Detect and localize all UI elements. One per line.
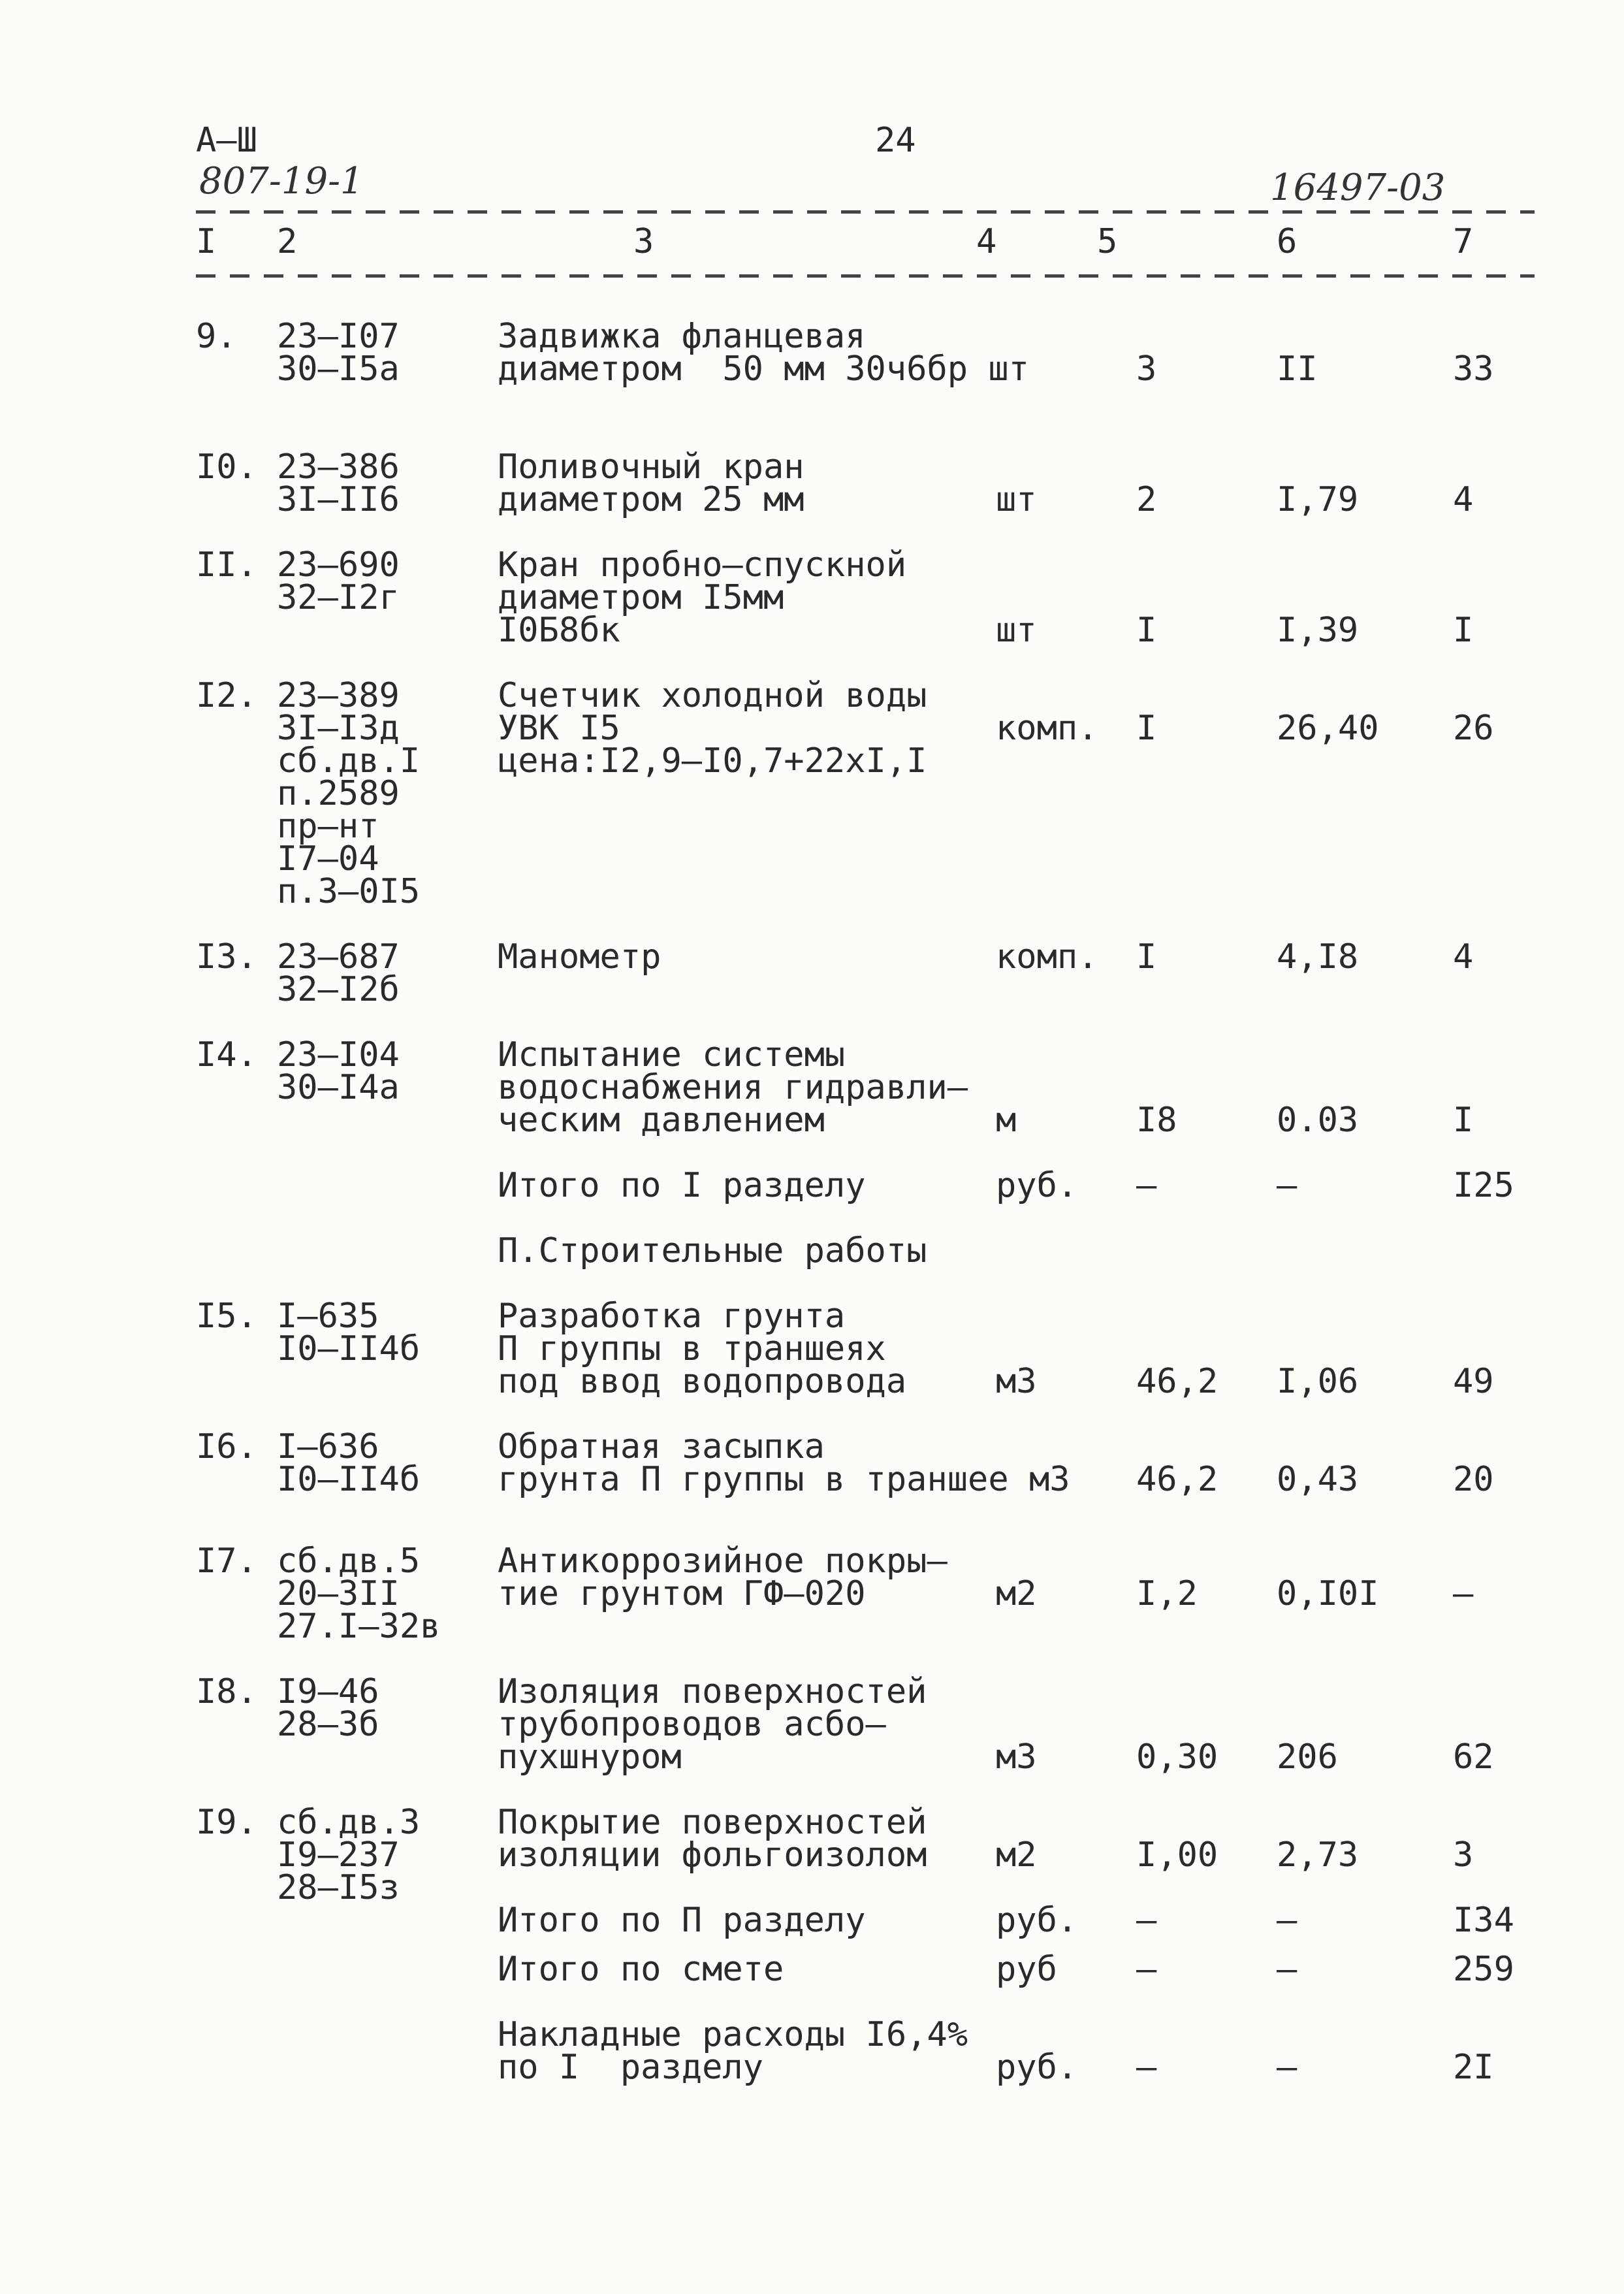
- unit: руб: [996, 1950, 1057, 1989]
- unit: шт: [996, 480, 1037, 519]
- unit-price: 26,40: [1277, 709, 1379, 748]
- unit-price: –: [1277, 2048, 1298, 2087]
- unit: шт: [996, 611, 1037, 650]
- total-cost: 3: [1453, 1835, 1474, 1875]
- unit: руб.: [996, 2048, 1078, 2087]
- work-description: Накладные расходы I6,4% по I разделу: [498, 2015, 968, 2087]
- total-cost: 2I: [1453, 2048, 1494, 2087]
- rate-code: 23–687 32–I2б: [277, 937, 400, 1009]
- total-cost: 4: [1453, 937, 1474, 977]
- row-number: I6.: [196, 1427, 257, 1466]
- unit-price: 4,I8: [1277, 937, 1359, 977]
- total-cost: 33: [1453, 349, 1494, 389]
- rate-code: 23–690 32–I2г: [277, 545, 400, 617]
- rate-code: I9–46 28–3б: [277, 1672, 379, 1744]
- column-header-4: 4: [976, 222, 997, 261]
- total-cost: I25: [1453, 1166, 1514, 1205]
- quantity: 46,2: [1136, 1460, 1218, 1499]
- quantity: 46,2: [1136, 1362, 1218, 1401]
- row-number: I9.: [196, 1803, 257, 1842]
- work-description: Покрытие поверхностей изоляции фольгоизолом: [498, 1803, 927, 1875]
- work-description: Итого по смете: [498, 1950, 784, 1989]
- work-description: Манометр: [498, 937, 661, 977]
- work-description: Изоляция поверхностей трубопроводов асбо– пухшнуром: [498, 1672, 927, 1777]
- work-description: П.Строительные работы: [498, 1231, 927, 1270]
- total-cost: –: [1453, 1574, 1474, 1613]
- work-description: Испытание системы водоснабжения гидравли– ческим давлением: [498, 1035, 968, 1140]
- unit: комп.: [996, 709, 1098, 748]
- page-number: 24: [875, 121, 916, 160]
- work-description: Разработка грунта П группы в траншеях под ввод водопровода: [498, 1297, 907, 1401]
- row-number: 9.: [196, 317, 237, 356]
- rate-code: 23–I07 30–I5а: [277, 317, 400, 389]
- row-number: I8.: [196, 1672, 257, 1711]
- rate-code: 23–I04 30–I4а: [277, 1035, 400, 1107]
- column-header-7: 7: [1453, 222, 1474, 261]
- quantity: 0,30: [1136, 1737, 1218, 1777]
- unit: руб.: [996, 1901, 1078, 1940]
- total-cost: I34: [1453, 1901, 1514, 1940]
- handwritten-project-number: 807-19-1: [199, 160, 364, 202]
- total-cost: 49: [1453, 1362, 1494, 1401]
- row-number: I3.: [196, 937, 257, 977]
- header-rule-top: [196, 210, 1535, 214]
- unit-price: I,79: [1277, 480, 1359, 519]
- row-number: I4.: [196, 1035, 257, 1074]
- rate-code: 23–389 3I–I3д сб.дв.I п.2589 пр–нт I7–04 п.3–0I5: [277, 676, 421, 911]
- column-header-5: 5: [1097, 222, 1118, 261]
- work-description: Кран пробно–спускной диаметром I5мм I0Б8бк: [498, 545, 907, 650]
- rate-code: 23–386 3I–II6: [277, 447, 400, 519]
- quantity: I,2: [1136, 1574, 1198, 1613]
- unit-price: 0,43: [1277, 1460, 1359, 1499]
- work-description: Антикоррозийное покры– тие грунтом ГФ–020: [498, 1542, 947, 1613]
- work-description: Итого по П разделу: [498, 1901, 866, 1940]
- quantity: I: [1136, 709, 1157, 748]
- work-description: Поливочный кран диаметром 25 мм: [498, 447, 804, 519]
- work-description: Счетчик холодной воды УВК I5 цена:I2,9–I0,7+22хI,I: [498, 676, 927, 781]
- total-cost: 259: [1453, 1950, 1514, 1989]
- total-cost: 26: [1453, 709, 1494, 748]
- quantity: I: [1136, 611, 1157, 650]
- total-cost: 62: [1453, 1737, 1494, 1777]
- row-number: I0.: [196, 447, 257, 487]
- quantity: 2: [1136, 480, 1157, 519]
- row-number: II.: [196, 545, 257, 585]
- rate-code: I–635 I0–II4б: [277, 1297, 421, 1368]
- unit-price: 0.03: [1277, 1101, 1359, 1140]
- unit-price: 2,73: [1277, 1835, 1359, 1875]
- work-description: Задвижка фланцевая диаметром 50 мм 30ч6бр шт: [498, 317, 1029, 389]
- quantity: –: [1136, 1950, 1157, 1989]
- unit: м2: [996, 1574, 1037, 1613]
- row-number: I5.: [196, 1297, 257, 1336]
- unit-price: –: [1277, 1166, 1298, 1205]
- handwritten-document-number: 16497-03: [1270, 167, 1446, 209]
- column-header-1: I: [196, 222, 217, 261]
- work-description: Обратная засыпка грунта П группы в траншее м3: [498, 1427, 1070, 1499]
- rate-code: сб.дв.5 20–3II 27.I–32в: [277, 1542, 441, 1646]
- row-number: I2.: [196, 676, 257, 715]
- unit-price: I,39: [1277, 611, 1359, 650]
- unit-price: II: [1277, 349, 1318, 389]
- unit: м3: [996, 1362, 1037, 1401]
- total-cost: I: [1453, 1101, 1474, 1140]
- unit: м2: [996, 1835, 1037, 1875]
- unit-price: 0,I0I: [1277, 1574, 1379, 1613]
- document-code: А–Ш: [196, 121, 257, 160]
- column-header-3: 3: [633, 222, 654, 261]
- total-cost: 4: [1453, 480, 1474, 519]
- unit: м: [996, 1101, 1017, 1140]
- unit: комп.: [996, 937, 1098, 977]
- quantity: –: [1136, 2048, 1157, 2087]
- quantity: –: [1136, 1166, 1157, 1205]
- unit: руб.: [996, 1166, 1078, 1205]
- work-description: Итого по I разделу: [498, 1166, 866, 1205]
- total-cost: 20: [1453, 1460, 1494, 1499]
- quantity: I8: [1136, 1101, 1177, 1140]
- unit: м3: [996, 1737, 1037, 1777]
- row-number: I7.: [196, 1542, 257, 1581]
- column-header-6: 6: [1277, 222, 1298, 261]
- rate-code: I–636 I0–II4б: [277, 1427, 421, 1499]
- header-rule-bottom: [196, 274, 1535, 278]
- quantity: –: [1136, 1901, 1157, 1940]
- unit-price: –: [1277, 1950, 1298, 1989]
- total-cost: I: [1453, 611, 1474, 650]
- unit-price: 206: [1277, 1737, 1338, 1777]
- unit-price: I,06: [1277, 1362, 1359, 1401]
- quantity: 3: [1136, 349, 1157, 389]
- column-header-2: 2: [277, 222, 298, 261]
- rate-code: сб.дв.3 I9–237 28–I5з: [277, 1803, 421, 1907]
- quantity: I,00: [1136, 1835, 1218, 1875]
- unit-price: –: [1277, 1901, 1298, 1940]
- quantity: I: [1136, 937, 1157, 977]
